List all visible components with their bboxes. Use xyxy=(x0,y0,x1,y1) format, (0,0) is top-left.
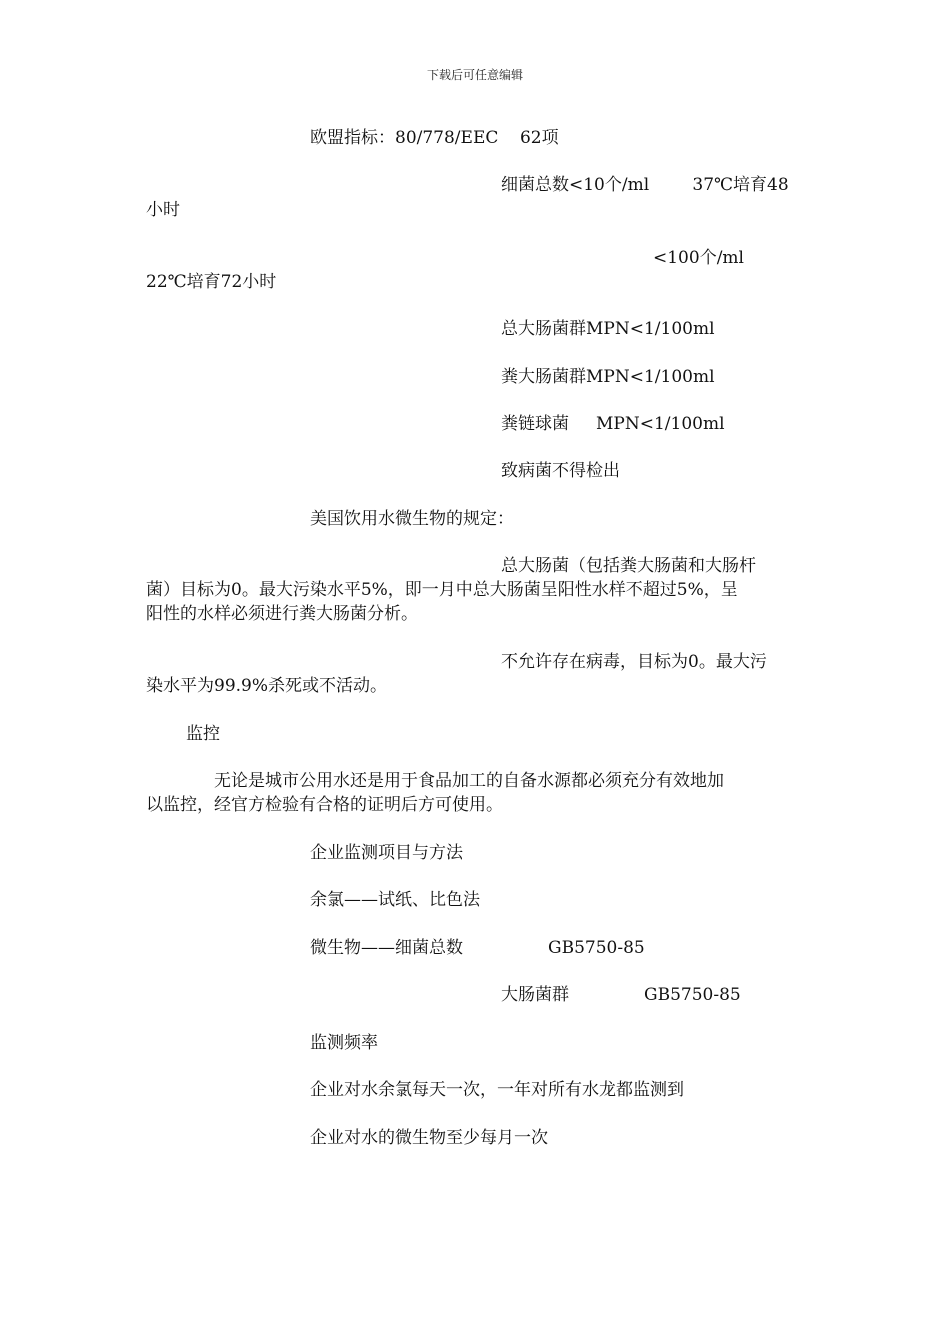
us-para1-line2: 菌）目标为0。最大污染水平5%，即一月中总大肠菌呈阳性水样不超过5%，呈 xyxy=(146,580,738,600)
monitor-para-line2: 以监控，经官方检验有合格的证明后方可使用。 xyxy=(146,795,503,815)
us-title: 美国饮用水微生物的规定： xyxy=(310,509,514,529)
eu-total-coliform: 总大肠菌群MPN<1/100ml xyxy=(501,319,715,339)
monitor-heading: 监控 xyxy=(186,724,220,744)
eu-pathogen: 致病菌不得检出 xyxy=(501,461,620,481)
monitor-coliform-standard: GB5750-85 xyxy=(644,985,741,1005)
eu-bacteria-total-1-cont: 小时 xyxy=(146,200,180,220)
eu-title: 欧盟指标：80/778/EEC 62项 xyxy=(310,128,559,148)
eu-fecal-coliform: 粪大肠菌群MPN<1/100ml xyxy=(501,367,715,387)
eu-bacteria-total-2-cont: 22℃培育72小时 xyxy=(146,272,277,292)
monitor-frequency-1: 企业对水余氯每天一次，一年对所有水龙都监测到 xyxy=(310,1080,684,1100)
us-para2-line1: 不允许存在病毒，目标为0。最大污 xyxy=(501,652,767,672)
us-para2-line2: 染水平为99.9%杀死或不活动。 xyxy=(146,676,388,696)
monitor-para-line1: 无论是城市公用水还是用于食品加工的自备水源都必须充分有效地加 xyxy=(214,771,724,791)
monitor-coliform-label: 大肠菌群 xyxy=(501,985,569,1005)
monitor-frequency-2: 企业对水的微生物至少每月一次 xyxy=(310,1128,548,1148)
us-para1-line1: 总大肠菌（包括粪大肠菌和大肠杆 xyxy=(501,556,756,576)
eu-bacteria-total-2: <100个/ml xyxy=(653,248,744,268)
eu-bacteria-total-1: 细菌总数<10个/ml 37℃培育48 xyxy=(501,175,789,195)
us-para1-line3: 阳性的水样必须进行粪大肠菌分析。 xyxy=(146,604,418,624)
monitor-frequency-title: 监测频率 xyxy=(310,1033,378,1053)
page-header: 下载后可任意编辑 xyxy=(426,68,523,82)
monitor-microbe-label: 微生物——细菌总数 xyxy=(310,938,463,958)
monitor-microbe-standard: GB5750-85 xyxy=(548,938,645,958)
monitor-items-title: 企业监测项目与方法 xyxy=(310,843,463,863)
eu-fecal-streptococcus: 粪链球菌 MPN<1/100ml xyxy=(501,414,725,434)
monitor-chlorine: 余氯——试纸、比色法 xyxy=(310,890,480,910)
